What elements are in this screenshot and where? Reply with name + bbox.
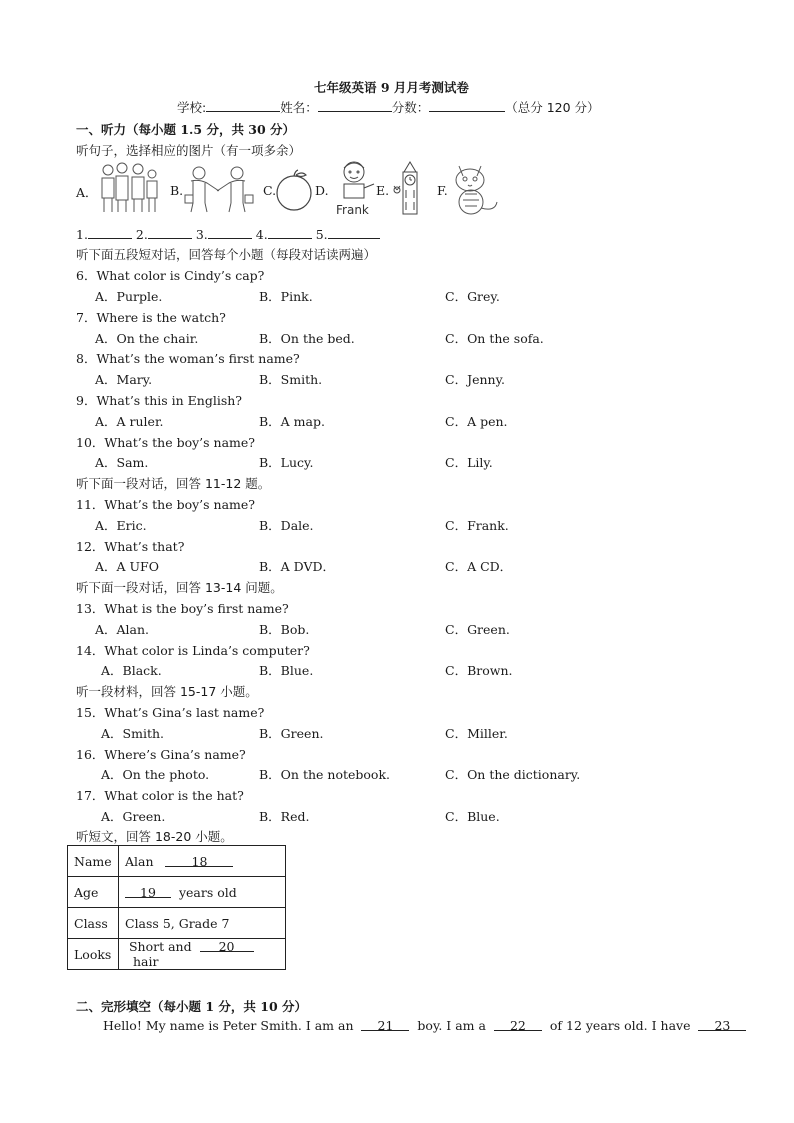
question: 13．What is the boy’s first name?: [76, 601, 289, 616]
question: 16．Where’s Gina’s name?: [76, 747, 246, 762]
score-label: 分数：: [391, 100, 430, 115]
option-b[interactable]: B．A DVD．: [259, 559, 336, 574]
option-a[interactable]: A．A UFO: [95, 559, 159, 574]
pic-label-b: B.: [170, 183, 184, 198]
name-label: 姓名：: [280, 100, 318, 115]
question: 6．What color is Cindy’s cap?: [76, 268, 265, 283]
question: 15．What’s Gina’s last name?: [76, 705, 265, 720]
option-c[interactable]: C．Jenny.: [445, 372, 505, 387]
option-c[interactable]: C．Brown.: [445, 663, 513, 678]
question: 12．What’s that?: [76, 539, 185, 554]
table-row: [68, 846, 286, 877]
answer-2-field[interactable]: [148, 226, 192, 239]
answer-1-field[interactable]: [88, 226, 132, 239]
option-a[interactable]: A．Eric.: [95, 518, 147, 533]
table-value: [119, 877, 286, 908]
option-c[interactable]: C．A pen.: [445, 414, 508, 429]
option-b[interactable]: B．Green.: [259, 726, 324, 741]
blank-21[interactable]: 21: [361, 1018, 409, 1031]
apple-picture-icon: [274, 168, 314, 212]
option-c[interactable]: C．Miller.: [445, 726, 508, 741]
looks-value: Short and: [128, 939, 192, 954]
looks-unit: hair: [132, 954, 159, 969]
table-label: Age: [68, 877, 119, 908]
table-value: [119, 939, 286, 970]
pic-label-d: D.: [315, 183, 329, 198]
cloze-text-1: Hello! My name is Peter Smith. I am an: [103, 1018, 354, 1033]
table-label: Name: [68, 846, 119, 877]
option-a[interactable]: A．Black.: [101, 663, 162, 678]
question: 14．What color is Linda’s computer?: [76, 643, 310, 658]
question: 17．What color is the hat?: [76, 788, 244, 803]
option-a[interactable]: A．A ruler.: [95, 414, 164, 429]
info-table: [67, 845, 286, 970]
blank-20[interactable]: 20: [200, 939, 254, 952]
pic-label-f: F.: [437, 183, 448, 198]
table-row: [68, 877, 286, 908]
option-c[interactable]: C．Green.: [445, 622, 510, 637]
boy-frank-picture-icon: [334, 160, 378, 200]
answer-3-field[interactable]: [208, 226, 252, 239]
option-c[interactable]: C．On the sofa.: [445, 331, 544, 346]
option-b[interactable]: B．Dale.: [259, 518, 314, 533]
answer-4-field[interactable]: [268, 226, 312, 239]
pic-label-a: A．: [76, 185, 98, 200]
name-value: Alan: [125, 853, 154, 869]
option-a[interactable]: A．On the chair.: [95, 331, 199, 346]
cat-picture-icon: [451, 160, 501, 220]
option-b[interactable]: B．Lucy.: [259, 455, 314, 470]
option-a[interactable]: A．Smith.: [101, 726, 164, 741]
section1-instruction6: 听短文，回答 18-20 小题。: [76, 829, 233, 844]
table-row: [68, 939, 286, 970]
frank-caption: Frank: [336, 203, 369, 217]
question: 9．What’s this in English?: [76, 393, 243, 408]
answer-blanks-row: [76, 226, 380, 242]
blank-23[interactable]: 23: [698, 1018, 746, 1031]
section1-instruction5: 听一段材料，回答 15-17 小题。: [76, 684, 258, 699]
option-b[interactable]: B．Blue.: [259, 663, 314, 678]
option-a[interactable]: A．Purple.: [95, 289, 163, 304]
option-b[interactable]: B．On the notebook.: [259, 767, 390, 782]
question: 10．What’s the boy’s name?: [76, 435, 255, 450]
table-label: Class: [68, 908, 119, 939]
option-a[interactable]: A．Sam.: [95, 455, 149, 470]
answer-5-field[interactable]: [328, 226, 380, 239]
cloze-text-3: of 12 years old. I have: [549, 1018, 691, 1033]
option-c[interactable]: C．Grey.: [445, 289, 500, 304]
cloze-text-2: boy. I am a: [417, 1018, 486, 1033]
clock-tower-picture-icon: [392, 160, 428, 216]
option-a[interactable]: A．On the photo.: [101, 767, 210, 782]
pic-label-c: C.: [263, 183, 277, 198]
blank-18[interactable]: 18: [165, 854, 233, 867]
option-b[interactable]: B．Pink.: [259, 289, 313, 304]
total-score: （总分 120 分）: [505, 100, 600, 115]
option-c[interactable]: C．On the dictionary.: [445, 767, 581, 782]
question: 11．What’s the boy’s name?: [76, 497, 255, 512]
age-unit: years old: [178, 884, 237, 900]
student-info-line: [177, 98, 600, 116]
option-a[interactable]: A．Mary.: [95, 372, 153, 387]
page-title: 七年级英语 9 月月考测试卷: [314, 80, 469, 95]
score-field[interactable]: [429, 99, 505, 112]
section1-instruction4: 听下面一段对话，回答 13-14 问题。: [76, 580, 283, 595]
table-row: [68, 908, 286, 939]
option-b[interactable]: B．On the bed.: [259, 331, 355, 346]
section2-heading: 二、完形填空（每小题 1 分，共 10 分）: [76, 999, 308, 1014]
blank-22[interactable]: 22: [494, 1018, 542, 1031]
option-a[interactable]: A．Green.: [101, 809, 166, 824]
answer-4-label: 4.: [255, 227, 268, 242]
option-b[interactable]: B．Bob.: [259, 622, 310, 637]
option-c[interactable]: C．Lily.: [445, 455, 493, 470]
answer-2-label: 2.: [135, 227, 148, 242]
question: 7．Where is the watch?: [76, 310, 226, 325]
answer-1-label: 1.: [76, 227, 88, 242]
cloze-paragraph: [103, 1018, 746, 1033]
section1-instruction3: 听下面一段对话，回答 11-12 题。: [76, 476, 271, 491]
answer-3-label: 3.: [195, 227, 208, 242]
option-b[interactable]: B．Smith.: [259, 372, 323, 387]
option-b[interactable]: B．Red.: [259, 809, 310, 824]
handshake-picture-icon: [183, 165, 255, 213]
option-c[interactable]: C．Blue.: [445, 809, 500, 824]
name-field[interactable]: [318, 99, 392, 112]
section1-instruction: 听句子，选择相应的图片（有一项多余）: [76, 143, 302, 158]
school-field[interactable]: [206, 99, 280, 112]
table-value: [119, 846, 286, 877]
section1-instruction2: 听下面五段短对话，回答每个小题（每段对话读两遍）: [76, 247, 377, 262]
school-label: 学校:: [177, 100, 207, 115]
table-value: Class 5, Grade 7: [119, 908, 286, 939]
option-c[interactable]: C．A CD．: [445, 559, 513, 574]
blank-19[interactable]: 19: [125, 885, 171, 898]
question: 8．What’s the woman’s first name?: [76, 351, 300, 366]
family-picture-icon: [98, 160, 162, 215]
answer-5-label: 5.: [315, 227, 328, 242]
table-label: Looks: [68, 939, 119, 970]
pic-label-e: E.: [376, 183, 390, 198]
section1-heading: 一、听力（每小题 1.5 分，共 30 分）: [76, 122, 296, 137]
option-a[interactable]: A．Alan.: [95, 622, 150, 637]
option-b[interactable]: B．A map.: [259, 414, 325, 429]
option-c[interactable]: C．Frank.: [445, 518, 509, 533]
